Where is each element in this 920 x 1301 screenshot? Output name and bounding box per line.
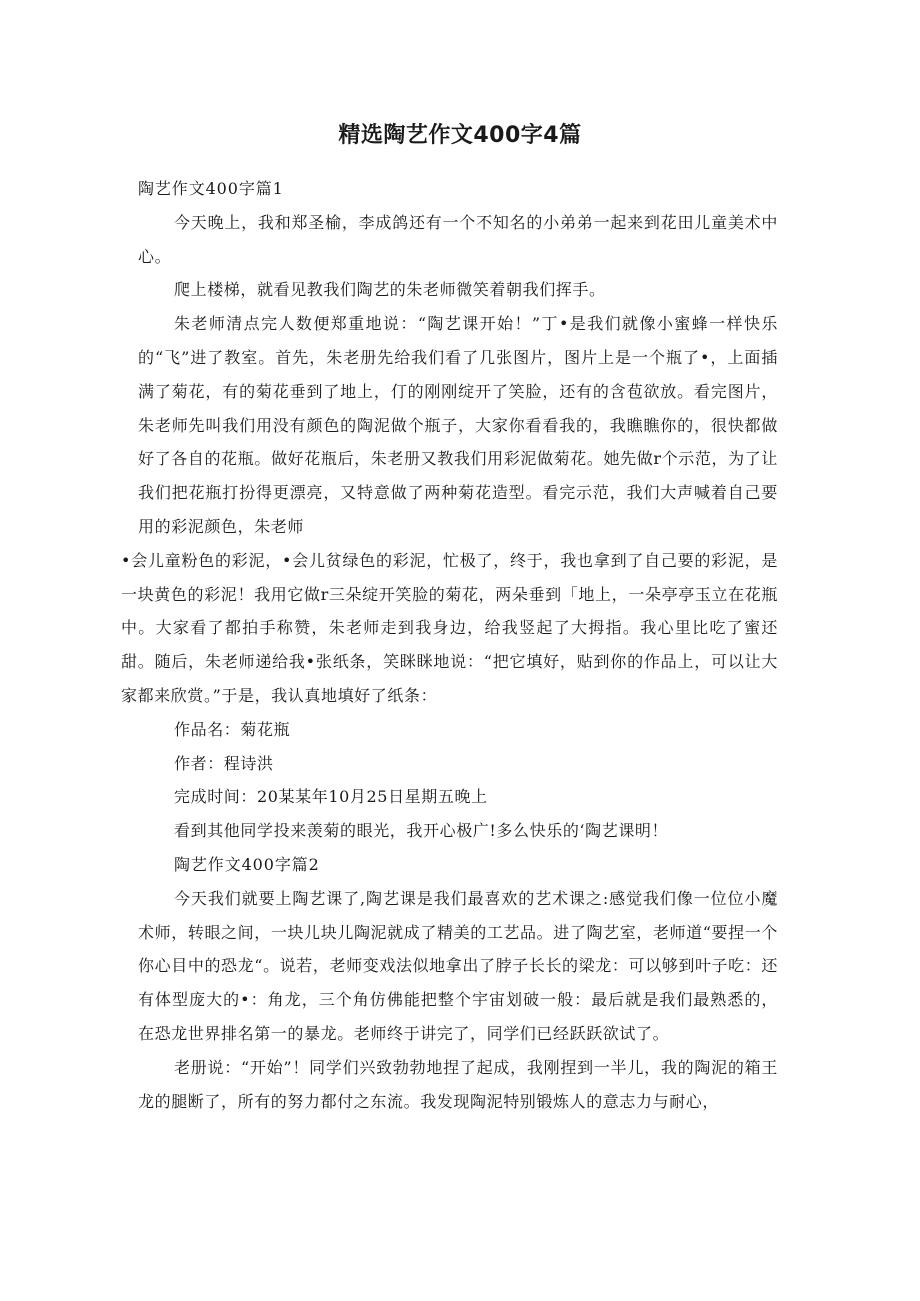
section-heading-2: 陶艺作文400字篇2 <box>174 854 320 874</box>
paragraph: 今天晚上，我和郑圣榆，李成鸽还有一个不知名的小弟弟一起来到花田儿童美术中心。 <box>138 212 778 266</box>
closing-line: 看到其他同学投来羡菊的眼光，我开心极广!多么快乐的‘陶艺课明！ <box>174 821 669 841</box>
paragraph: 爬上楼梯，就看见教我们陶艺的朱老师微笑着朝我们挥手。 <box>174 280 606 300</box>
paragraph: 老册说：“开始”！同学们兴致勃勃地捏了起成，我刚捏到一半儿，我的陶泥的箱王龙的腿断了，所有的努力都付之东流。我发现陶泥特别锻炼人的意志力与耐心， <box>138 1057 778 1111</box>
paragraph: 朱老师清点完人数便郑重地说：“陶艺课开始！”丁•是我们就像小蜜蜂一样快乐的“飞”进了教室。首先，朱老册先给我们看了几张图片，图片上是一个瓶了•，上面插满了菊花，有的菊花垂到了地上，仃的刚刚绽开了笑脸，还有的含苞欲放。看完图片，朱老师先叫我们用没有颜色的陶泥做个瓶子，大家你看看我的，我瞧瞧你的，很快都做好了各自的花瓶。做好花瓶后，朱老册又教我们用彩泥做菊花。她先做r个示范，为了让我们把花瓶打扮得更漂亮，又特意做了两种菊花造型。看完示范，我们大声喊着自己要用的彩泥颜色，朱老师 <box>138 314 778 536</box>
paragraph-continuation: •会儿童粉色的彩泥，•会儿贫绿色的彩泥，忙极了，终于，我也拿到了自己要的彩泥，是一块黄色的彩泥！我用它做r三朵绽开笑脸的菊花，两朵垂到「地上，一朵亭亭玉立在花瓶中。大家看了都拍手称赞，朱老师走到我身边，给我竖起了大拇指。我心里比吃了蜜还甜。随后，朱老师递给我•张纸条，笑眯眯地说：“把它填好，贴到你的作品上，可以让大家都来欣赏。”于是，我认真地填好了纸条： <box>121 550 778 705</box>
page-title: 精选陶艺作文400字4篇 <box>338 123 582 148</box>
article-body <box>121 172 778 1118</box>
section-heading-1: 陶艺作文400字篇1 <box>138 179 284 198</box>
author-line: 作者：程诗洪 <box>174 753 274 773</box>
paragraph: 今天我们就要上陶艺课了,陶艺课是我们最喜欢的艺术课之:感觉我们像一位位小魔术师，转眼之间，一块儿块儿陶泥就成了精美的工艺品。进了陶艺室，老师道“要捏一个你心目中的恐龙“。说若，老师变戏法似地拿出了脖子长长的梁龙：可以够到叶子吃：还有体型庞大的•：角龙，三个角仿佛能把整个宇宙划破一般：最后就是我们最熟悉的，在恐龙世界排名第一的暴龙。老师终于讲完了，同学们已经跃跃欲试了。 <box>138 888 778 1043</box>
completion-time-line: 完成时间：20某某年10月25日星期五晚上 <box>174 787 488 807</box>
work-name-line: 作品名：菊花瓶 <box>174 719 291 739</box>
